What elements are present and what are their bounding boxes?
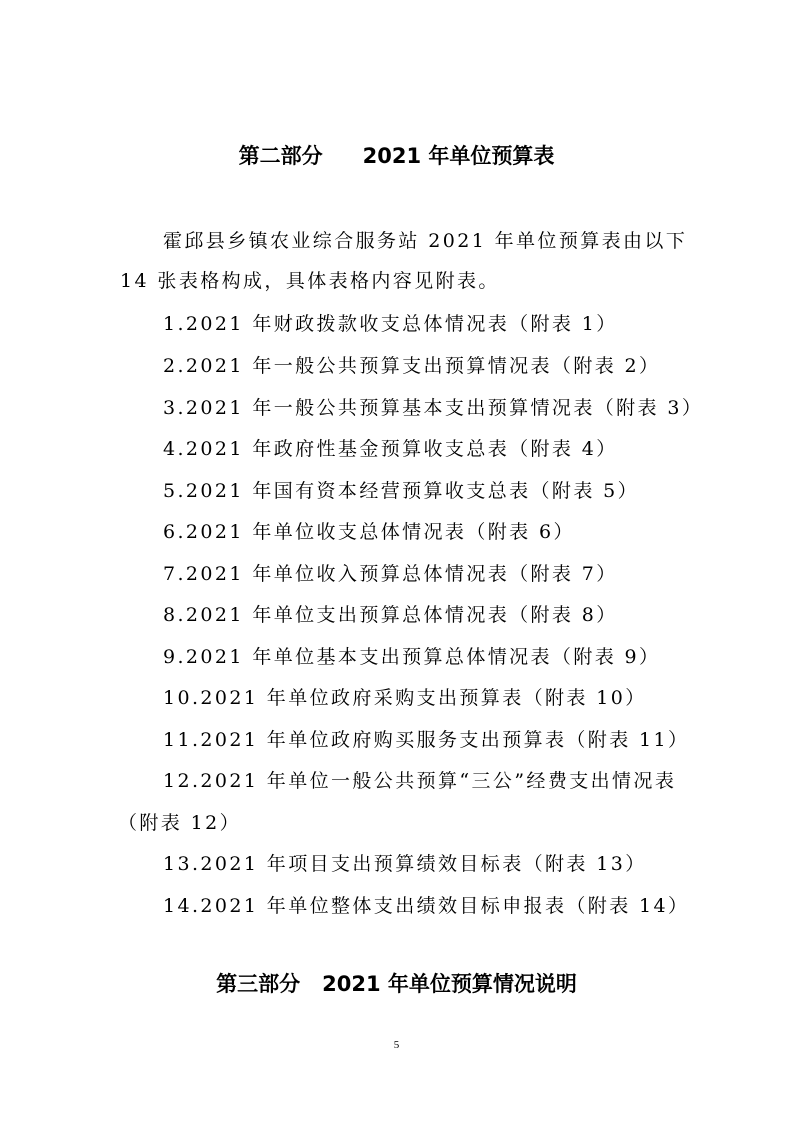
- section-two-title: 2021 年单位预算表: [362, 144, 555, 168]
- list-item-continuation: （附表 12）: [118, 812, 242, 834]
- list-item: 3.2021 年一般公共预算基本支出预算情况表（附表 3）: [163, 397, 704, 419]
- list-item: 11.2021 年单位政府购买服务支出预算表（附表 11）: [163, 729, 690, 751]
- list-item: 10.2021 年单位政府采购支出预算表（附表 10）: [163, 687, 647, 709]
- intro-line-2: 14 张表格构成，具体表格内容见附表。: [120, 270, 500, 292]
- list-item: 9.2021 年单位基本支出预算总体情况表（附表 9）: [163, 646, 661, 668]
- list-item: 7.2021 年单位收入预算总体情况表（附表 7）: [163, 563, 618, 585]
- list-item: 8.2021 年单位支出预算总体情况表（附表 8）: [163, 604, 618, 626]
- list-item: 13.2021 年项目支出预算绩效目标表（附表 13）: [163, 853, 647, 875]
- section-two-heading: [0, 142, 793, 170]
- list-item: 4.2021 年政府性基金预算收支总表（附表 4）: [163, 438, 618, 460]
- section-three-part: 第三部分: [216, 972, 301, 996]
- list-item: 12.2021 年单位一般公共预算“三公”经费支出情况表: [163, 770, 677, 792]
- section-two-part: 第二部分: [238, 144, 323, 168]
- list-item: 1.2021 年财政拨款收支总体情况表（附表 1）: [163, 313, 618, 335]
- list-item: 2.2021 年一般公共预算支出预算情况表（附表 2）: [163, 355, 661, 377]
- list-item: 6.2021 年单位收支总体情况表（附表 6）: [163, 521, 575, 543]
- page-number: 5: [393, 1039, 400, 1051]
- list-item: 14.2021 年单位整体支出绩效目标申报表（附表 14）: [163, 895, 690, 917]
- section-three-heading: [0, 970, 793, 998]
- list-item: 5.2021 年国有资本经营预算收支总表（附表 5）: [163, 480, 640, 502]
- intro-line-1: 霍邱县乡镇农业综合服务站 2021 年单位预算表由以下: [163, 230, 688, 252]
- section-three-title: 2021 年单位预算情况说明: [322, 972, 577, 996]
